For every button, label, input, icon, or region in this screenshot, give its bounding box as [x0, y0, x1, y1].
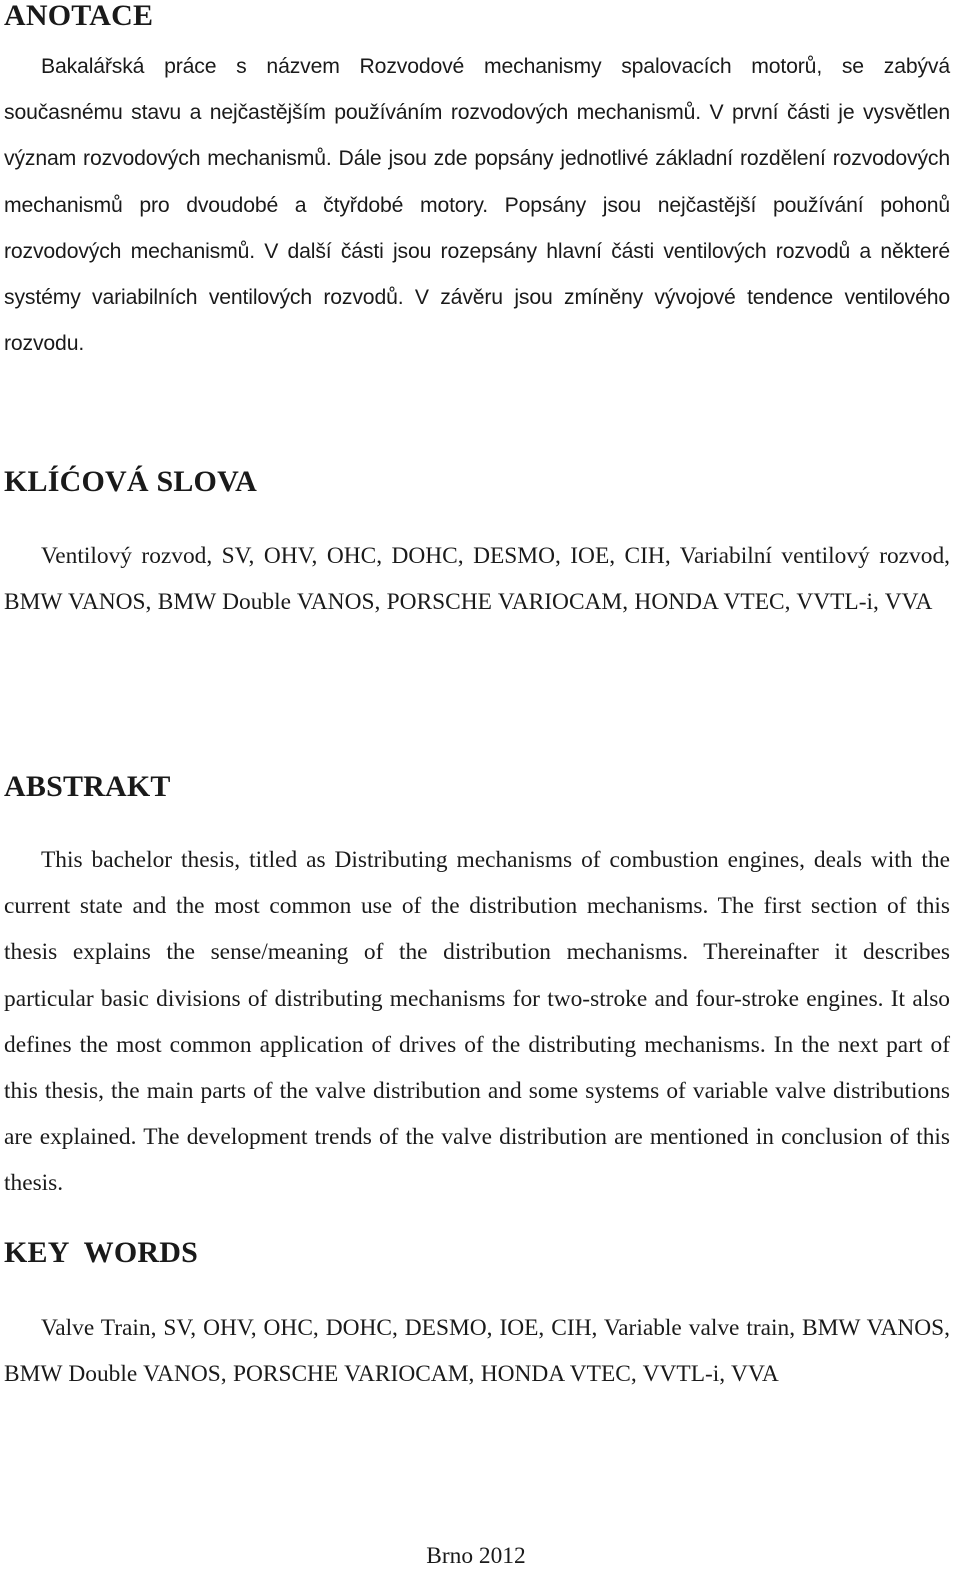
klicova-slova-heading: KLÍĆOVÁ SLOVA	[4, 465, 257, 498]
anotace-paragraph: Bakalářská práce s názvem Rozvodové mechanismy spalovacích motorů, se zabývá současnému stavu a nejčastějším používáním rozvodových mechanismů. V první části je vysvětlen význam rozvodových mechanismů. Dále jsou zde popsány jednotlivé základní rozdělení rozvodových mechanismů pro dvoudobé a čtyřdobé motory. Popsány jsou nejčastější používání pohonů rozvodových mechanismů. V další části jsou rozepsány hlavní části ventilových rozvodů a některé systémy variabilních ventilových rozvodů. V závěru jsou zmíněny vývojové tendence ventilového rozvodu.	[4, 55, 950, 356]
klicova-slova-paragraph: Ventilový rozvod, SV, OHV, OHC, DOHC, DESMO, IOE, CIH, Variabilní ventilový rozvod, BMW VANOS, BMW Double VANOS, PORSCHE VARIOCAM, HONDA VTEC, VVTL-i, VVA	[4, 543, 950, 616]
anotace-heading: ANOTACE	[4, 0, 154, 32]
key-words-paragraph: Valve Train, SV, OHV, OHC, DOHC, DESMO, IOE, CIH, Variable valve train, BMW VANOS, BMW Double VANOS, PORSCHE VARIOCAM, HONDA VTEC, VVTL-i, VVA	[4, 1315, 950, 1388]
abstrakt-paragraph: This bachelor thesis, titled as Distributing mechanisms of combustion engines, deals with the current state and the most common use of the distribution mechanisms. The first section of this thesis explains the sense/meaning of the distribution mechanisms. Thereinafter it describes particular basic divisions of distributing mechanisms for two-stroke and four-stroke engines. It also defines the most common application of drives of the distributing mechanisms. In the next part of this thesis, the main parts of the valve distribution and some systems of variable valve distributions are explained. The development trends of the valve distribution are mentioned in conclusion of this thesis.	[4, 847, 950, 1197]
key-words-heading: KEY WORDS	[4, 1236, 199, 1269]
abstrakt-heading: ABSTRAKT	[4, 770, 171, 803]
footer-place-year: Brno 2012	[426, 1543, 526, 1569]
